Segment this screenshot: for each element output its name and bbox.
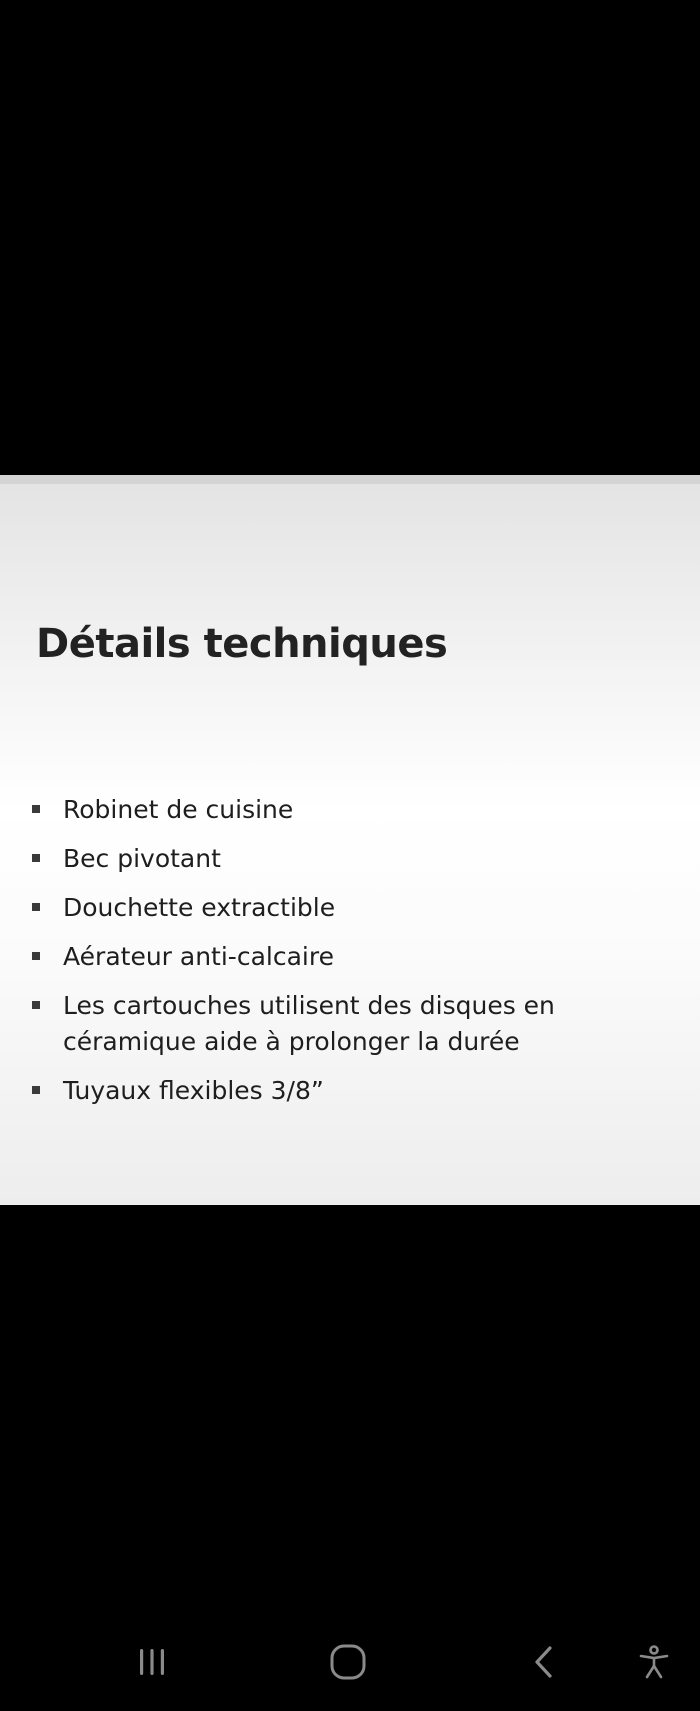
presentation-slide bbox=[0, 475, 700, 1205]
list-item bbox=[32, 890, 672, 926]
bullet-square-icon bbox=[32, 854, 40, 862]
bullet-text: Bec pivotant bbox=[63, 844, 221, 873]
list-item bbox=[32, 792, 672, 828]
back-button[interactable] bbox=[514, 1632, 574, 1692]
recent-apps-button[interactable] bbox=[122, 1632, 182, 1692]
home-button[interactable] bbox=[318, 1632, 378, 1692]
bullet-text: Tuyaux flexibles 3/8” bbox=[63, 1076, 324, 1105]
slide-title: Détails techniques bbox=[36, 621, 448, 667]
back-icon bbox=[526, 1644, 562, 1680]
bullet-square-icon bbox=[32, 1086, 40, 1094]
list-item bbox=[32, 841, 672, 877]
bullet-list bbox=[32, 792, 672, 1122]
bullet-text: Aérateur anti-calcaire bbox=[63, 942, 334, 971]
bullet-square-icon bbox=[32, 805, 40, 813]
list-item bbox=[32, 939, 672, 975]
bullet-square-icon bbox=[32, 1001, 40, 1009]
list-item bbox=[32, 1073, 672, 1109]
accessibility-button[interactable] bbox=[624, 1632, 684, 1692]
bullet-text: Les cartouches utilisent des disques en céramique aide à prolonger la durée bbox=[63, 991, 555, 1056]
list-item bbox=[32, 988, 672, 1060]
recent-apps-icon bbox=[134, 1644, 170, 1680]
home-icon bbox=[328, 1642, 368, 1682]
accessibility-icon bbox=[636, 1644, 672, 1680]
system-navigation-bar bbox=[0, 1610, 700, 1711]
bullet-square-icon bbox=[32, 903, 40, 911]
bullet-text: Robinet de cuisine bbox=[63, 795, 294, 824]
bullet-text: Douchette extractible bbox=[63, 893, 336, 922]
bullet-square-icon bbox=[32, 952, 40, 960]
